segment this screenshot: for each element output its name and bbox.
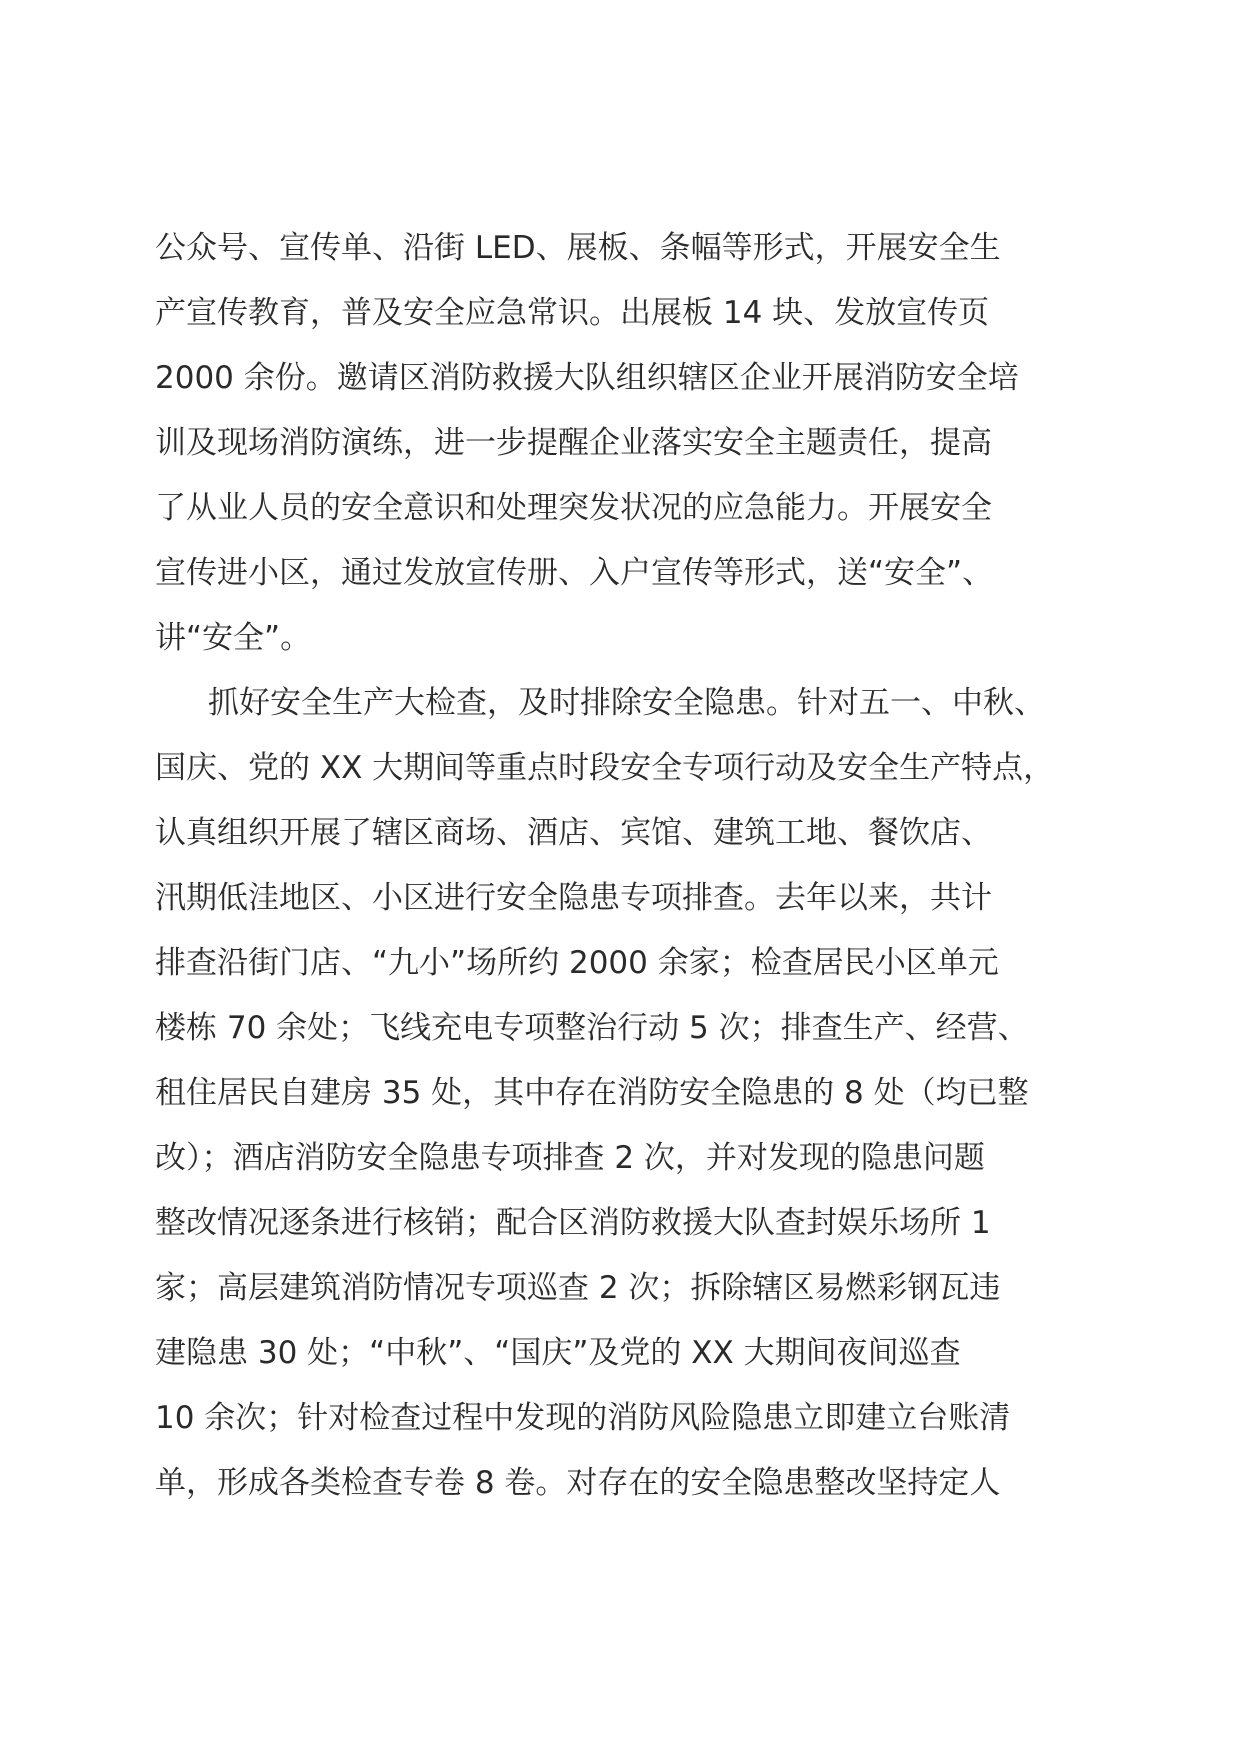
text-line: 宣传进小区，通过发放宣传册、入户宣传等形式，送“安全”、 [155,555,994,591]
text-line: 讲“安全”。 [155,620,312,656]
text-line: 10 余次；针对检查过程中发现的消防风险隐患立即建立台账清 [155,1400,1011,1436]
text-line: 租住居民自建房 35 处，其中存在消防安全隐患的 8 处（均已整 [155,1075,1029,1111]
text-line: 训及现场消防演练，进一步提醒企业落实安全主题责任，提高 [155,425,992,461]
text-line: 楼栋 70 余处；飞线充电专项整治行动 5 次；排查生产、经营、 [155,1010,1029,1046]
text-line: 改）；酒店消防安全隐患专项排查 2 次，并对发现的隐患问题 [155,1140,985,1176]
text-line: 国庆、党的 XX 大期间等重点时段安全专项行动及安全生产特点， [155,750,1055,786]
text-line: 公众号、宣传单、沿街 LED、展板、条幅等形式，开展安全生 [155,230,1001,266]
text-line-first: 抓好安全生产大检查，及时排除安全隐患。针对五一、中秋、 [208,685,1045,721]
text-line [155,1516,1115,1581]
text-line: 排查沿街门店、“九小”场所约 2000 余家；检查居民小区单元 [155,945,999,981]
text-line: 建隐患 30 处；“中秋”、“国庆”及党的 XX 大期间夜间巡查 [155,1335,961,1371]
paragraph-2 [155,671,1115,1581]
text-line: 认真组织开展了辖区商场、酒店、宾馆、建筑工地、餐饮店、 [155,815,992,851]
document-body [155,216,1115,1581]
text-line: 2000 余份。邀请区消防救援大队组织辖区企业开展消防安全培 [155,360,1019,396]
paragraph-1 [155,216,1115,671]
text-line: 汛期低洼地区、小区进行安全隐患专项排查。去年以来，共计 [155,880,992,916]
text-line: 产宣传教育，普及安全应急常识。出展板 14 块、发放宣传页 [155,295,990,331]
text-line: 了从业人员的安全意识和处理突发状况的应急能力。开展安全 [155,490,992,526]
text-line: 单，形成各类检查专卷 8 卷。对存在的安全隐患整改坚持定人 [155,1465,1001,1501]
text-line: 家；高层建筑消防情况专项巡查 2 次；拆除辖区易燃彩钢瓦违 [155,1270,1001,1306]
text-line: 整改情况逐条进行核销；配合区消防救援大队查封娱乐场所 1 [155,1205,991,1241]
